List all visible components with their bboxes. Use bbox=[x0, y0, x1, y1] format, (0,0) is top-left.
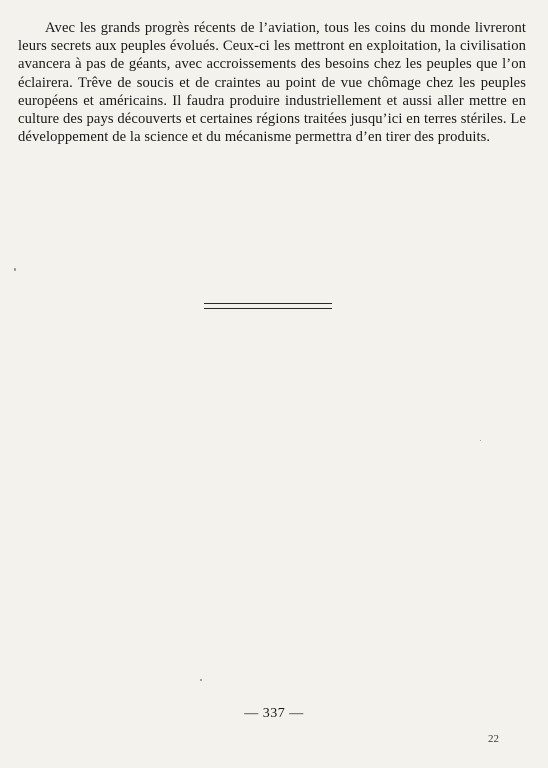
body-paragraph: Avec les grands progrès récents de l’aviation, tous les coins du monde livreront leurs secrets aux peuples évolués. Ceux-ci les mettront en exploitation, la civilisation avancera à pas de géants, avec accroissements des besoins chez les peuples que l’on éclairera. Trêve de soucis et de craintes au point de vue chômage chez les peuples européens et américains. Il faudra produire industriellement et aussi aller mettre en culture des pays découverts et certaines régions traitées jusqu’ici en terres stériles. Le développement de la science et du mécanisme permettra d’en tirer des produits. bbox=[18, 20, 526, 146]
separator-rule-top bbox=[204, 303, 332, 304]
page-number: — 337 — bbox=[244, 706, 304, 721]
paper-speck bbox=[480, 440, 481, 441]
paper-speck bbox=[200, 679, 202, 681]
section-separator bbox=[204, 303, 332, 311]
separator-rule-bottom bbox=[204, 308, 332, 309]
paper-speck bbox=[14, 268, 16, 271]
signature-mark: 22 bbox=[488, 733, 499, 745]
